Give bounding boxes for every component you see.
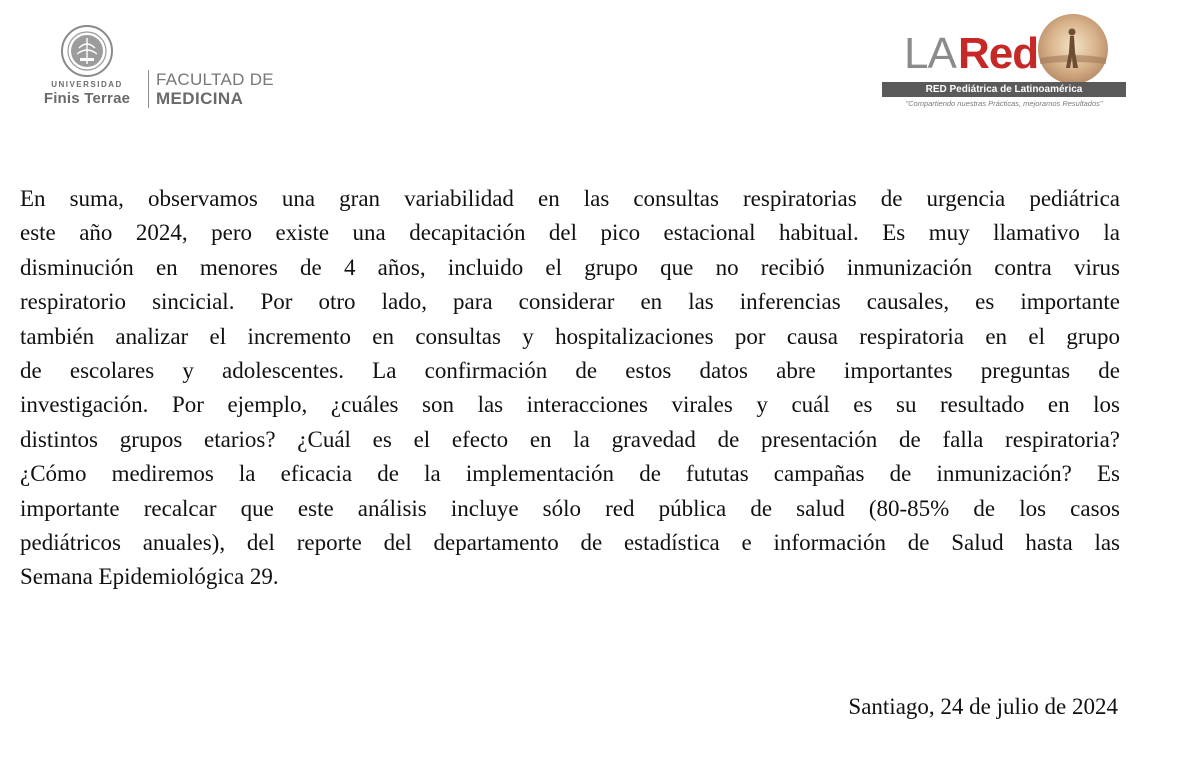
- university-seal-icon: [60, 24, 114, 78]
- logo-band: RED Pediátrica de Latinoamérica: [882, 82, 1126, 97]
- paragraph-line: distintos grupos etarios? ¿Cuál es el efecto en la gravedad de presentación de falla respiratoria?: [20, 426, 1120, 452]
- paragraph-line: En suma, observamos una gran variabilidad en las consultas respiratorias de urgencia pediátrica: [20, 186, 1120, 211]
- logo-slogan: "Compartiendo nuestras Prácticas, mejoramos Resultados": [905, 99, 1103, 108]
- university-label: UNIVERSIDAD: [51, 80, 123, 89]
- logo-photo-circle: [1036, 12, 1110, 86]
- paragraph-line: de escolares y adolescentes. La confirmación de estos datos abre importantes preguntas de: [20, 358, 1120, 384]
- finis-terrae-logo: [28, 22, 278, 117]
- paragraph-line: importante recalcar que este análisis incluye sólo red pública de salud (80-85% de los casos: [20, 495, 1120, 521]
- signoff-date: Santiago, 24 de julio de 2024: [848, 694, 1118, 719]
- paragraph-line: este año 2024, pero existe una decapitación del pico estacional habitual. Es muy llamativo la: [20, 220, 1120, 246]
- paragraph-line: investigación. Por ejemplo, ¿cuáles son las interacciones virales y cuál es su resultado en los: [20, 392, 1120, 418]
- logo-divider: [148, 70, 149, 108]
- paragraph-line: también analizar el incremento en consultas y hospitalizaciones por causa respiratoria en el grupo: [20, 323, 1120, 349]
- la-red-logo: [878, 10, 1128, 120]
- logo-la-text: LA: [904, 29, 956, 78]
- paragraph-line: disminución en menores de 4 años, incluido el grupo que no recibió inmunización contra virus: [20, 254, 1120, 280]
- paragraph-line: Semana Epidemiológica 29.: [20, 564, 279, 590]
- body-paragraph: [20, 182, 1120, 595]
- logo-red-text: Red: [958, 29, 1039, 78]
- paragraph-line: respiratorio sincicial. Por otro lado, para considerar en las inferencias causales, es importante: [20, 289, 1120, 315]
- paragraph-line: pediátricos anuales), del reporte del departamento de estadística e información de Salud hasta las: [20, 530, 1120, 556]
- university-name: Finis Terrae: [43, 90, 131, 107]
- faculty-line-1: FACULTAD DE: [156, 70, 274, 89]
- paragraph-line: ¿Cómo mediremos la eficacia de la implementación de fututas campañas de inmunización? Es: [20, 461, 1120, 487]
- faculty-line-2: MEDICINA: [156, 89, 244, 108]
